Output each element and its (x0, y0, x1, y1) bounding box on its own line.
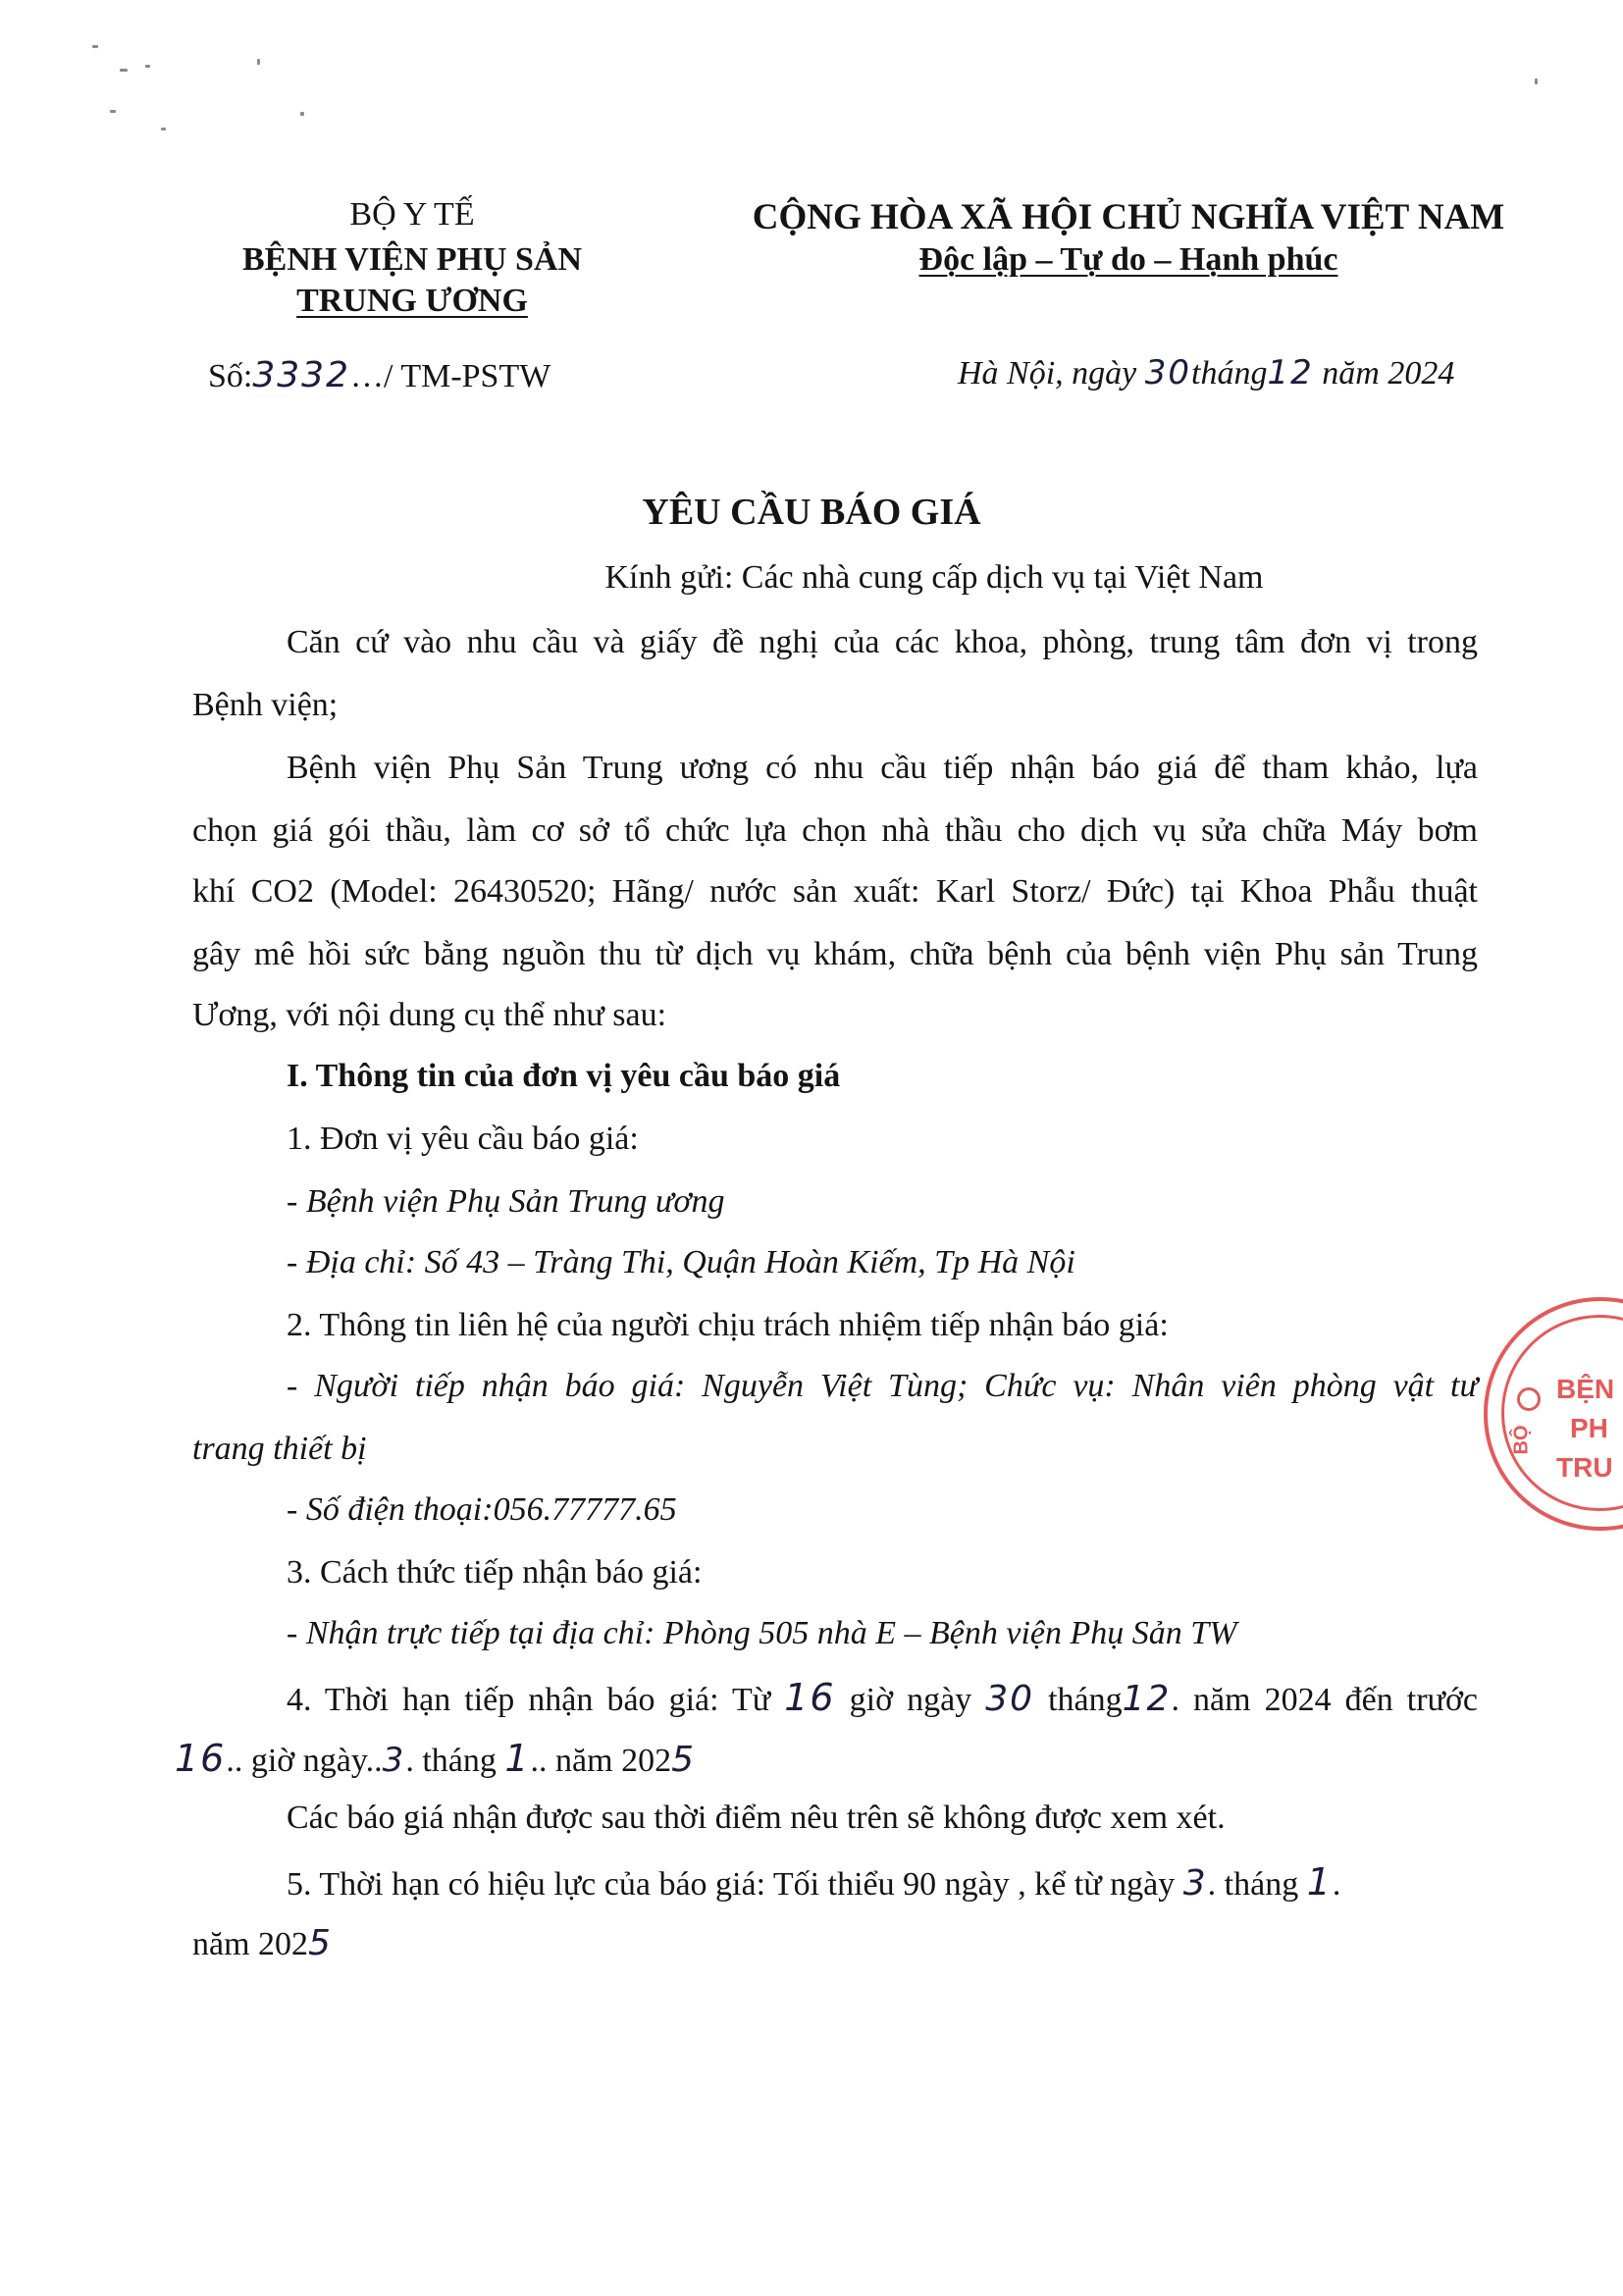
stamp-text-middle: PH (1570, 1413, 1608, 1443)
handwritten-hour-end: 16 (175, 1737, 227, 1780)
item5-text-2: . tháng (1207, 1866, 1299, 1903)
intro-p1-line2: Bệnh viện; (192, 687, 339, 723)
item5-text-1: 5. Thời hạn có hiệu lực của báo giá: Tối thiểu 90 ngày , kể từ ngày (287, 1866, 1176, 1903)
document-number-prefix: Số: (208, 358, 253, 394)
hospital-stamp (1484, 1297, 1623, 1531)
handwritten-valid-month: 1 (1306, 1860, 1333, 1904)
document-date (958, 353, 1454, 392)
stamp-text-side: BỘ (1510, 1425, 1533, 1455)
national-motto-text: Độc lập – Tự do – Hạnh phúc (918, 241, 1338, 278)
stamp-star (1517, 1387, 1541, 1411)
intro-p2-line1: Bệnh viện Phụ Sản Trung ương có nhu cầu tiếp nhận báo giá để tham khảo, lựa (287, 750, 1478, 786)
intro-p2-line5: Ương, với nội dung cụ thể như sau: (192, 997, 667, 1033)
handwritten-date-day: 30 (1144, 353, 1192, 392)
date-year: năm 2024 (1322, 355, 1455, 391)
handwritten-hour-start: 16 (784, 1676, 836, 1719)
handwritten-month-start: 12 (1122, 1679, 1172, 1719)
item2-label: 2. Thông tin liên hệ của người chịu trách nhiệm tiếp nhận báo giá: (287, 1307, 1169, 1343)
item2-person-line2: trang thiết bị (192, 1431, 367, 1467)
item4-text-2: giờ ngày (849, 1682, 972, 1718)
item5-year-text: năm 202 (192, 1926, 309, 1962)
section1-heading: I. Thông tin của đơn vị yêu cầu báo giá (287, 1058, 841, 1094)
handwritten-document-number: 3332 (252, 355, 350, 395)
scan-speck (145, 65, 150, 68)
hospital-name-line2 (177, 283, 648, 320)
intro-p2-line3: khí CO2 (Model: 26430520; Hãng/ nước sản xuất: Karl Storz/ Đức) tại Khoa Phẫu thuật (192, 873, 1478, 910)
scan-speck (161, 128, 166, 130)
scan-speck (300, 112, 304, 116)
item1-unit: - Bệnh viện Phụ Sản Trung ương (287, 1183, 725, 1220)
item4-line2 (175, 1737, 696, 1780)
country-name: CỘNG HÒA XÃ HỘI CHỦ NGHĨA VIỆT NAM (752, 197, 1505, 237)
stamp-text-bottom: TRU (1556, 1452, 1613, 1483)
scan-speck (257, 59, 260, 65)
item4-line1 (287, 1676, 1478, 1719)
handwritten-day-end: 3 (382, 1741, 406, 1780)
document-number-suffix: …/ TM-PSTW (349, 358, 551, 394)
item4-text-7: .. năm 202 (530, 1743, 672, 1779)
item4-text-4: . năm 2024 đến trước (1171, 1682, 1479, 1718)
ministry-name: BỘ Y TẾ (349, 196, 475, 233)
handwritten-valid-year: 5 (308, 1923, 333, 1963)
recipient-line: Kính gửi: Các nhà cung cấp dịch vụ tại Việt Nam (604, 559, 1264, 596)
item5-text-3: . (1332, 1866, 1341, 1903)
handwritten-year-end: 5 (671, 1740, 696, 1780)
item3-detail: - Nhận trực tiếp tại địa chỉ: Phòng 505 nhà E – Bệnh viện Phụ Sản TW (287, 1615, 1237, 1651)
item5-line1 (287, 1860, 1340, 1904)
handwritten-valid-day: 3 (1182, 1863, 1208, 1904)
item3-label: 3. Cách thức tiếp nhận báo giá: (287, 1554, 703, 1591)
item5-line2 (192, 1923, 333, 1963)
item4-text-1: 4. Thời hạn tiếp nhận báo giá: Từ (287, 1682, 771, 1718)
stamp-text-top: BỆN (1556, 1374, 1615, 1404)
handwritten-month-end: 1 (504, 1737, 531, 1780)
intro-p1-line1: Căn cứ vào nhu cầu và giấy đề nghị của các khoa, phòng, trung tâm đơn vị trong (287, 624, 1478, 660)
intro-p2-line4: gây mê hồi sức bằng nguồn thu từ dịch vụ khám, chữa bệnh của bệnh viện Phụ sản Trung (192, 936, 1478, 972)
item2-phone: - Số điện thoại:056.77777.65 (287, 1491, 677, 1528)
hospital-name-line2-text: TRUNG ƯƠNG (296, 283, 528, 319)
scan-speck (92, 45, 98, 48)
item1-label: 1. Đơn vị yêu cầu báo giá: (287, 1121, 639, 1157)
handwritten-date-month: 12 (1267, 353, 1314, 392)
national-motto (687, 241, 1570, 279)
item2-person-line1: - Người tiếp nhận báo giá: Nguyễn Việt Tùng; Chức vụ: Nhân viên phòng vật tư (287, 1368, 1478, 1404)
scan-speck (120, 69, 128, 72)
scan-speck (1535, 78, 1538, 84)
document-number (208, 355, 550, 395)
item4-text-5: .. giờ ngày.. (226, 1743, 383, 1779)
item4-text-3: tháng (1048, 1682, 1123, 1718)
date-prefix: Hà Nội, ngày (958, 355, 1137, 391)
document-title: YÊU CẦU BÁO GIÁ (642, 492, 981, 533)
intro-p2-line2: chọn giá gói thầu, làm cơ sở tổ chức lựa chọn nhà thầu cho dịch vụ sửa chữa Máy bơm (192, 812, 1478, 849)
item4-text-6: . tháng (405, 1743, 497, 1779)
scan-speck (110, 110, 116, 113)
handwritten-day-start: 30 (985, 1679, 1035, 1719)
date-month-label: tháng (1191, 355, 1268, 391)
item4-note: Các báo giá nhận được sau thời điểm nêu trên sẽ không được xem xét. (287, 1800, 1226, 1836)
item1-address: - Địa chỉ: Số 43 – Tràng Thi, Quận Hoàn Kiếm, Tp Hà Nội (287, 1244, 1075, 1280)
hospital-name-line1: BỆNH VIỆN PHỤ SẢN (241, 241, 583, 278)
